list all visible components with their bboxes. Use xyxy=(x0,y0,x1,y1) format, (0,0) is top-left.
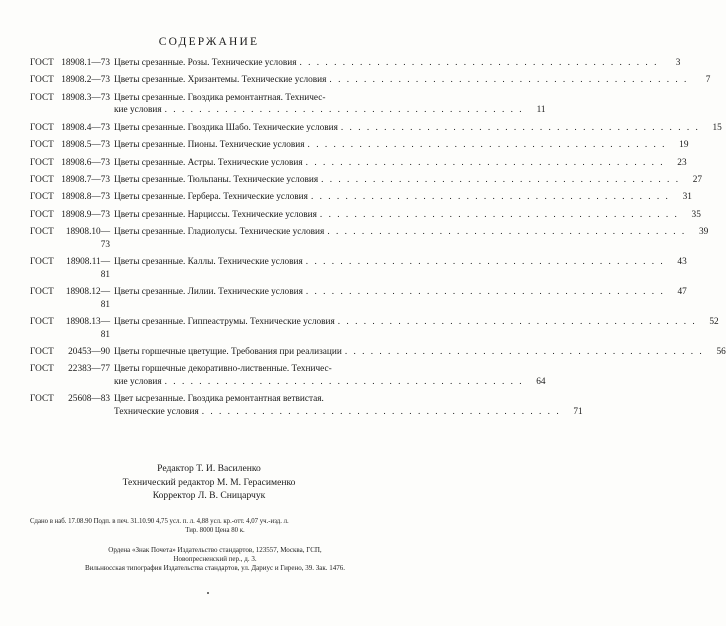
leader-dots xyxy=(308,191,670,204)
toc-entry-title xyxy=(114,122,700,135)
toc-entry-title xyxy=(114,363,524,388)
toc-entry-code: 18908.8—73 xyxy=(61,192,110,203)
toc-entry-title xyxy=(114,191,670,204)
toc-entry-page: 19 xyxy=(679,140,689,151)
leader-dots xyxy=(317,209,679,222)
leader-dots xyxy=(162,376,524,389)
leader-dots xyxy=(318,174,680,187)
toc-entry-page: 47 xyxy=(677,287,687,298)
toc-entry-prefix: ГОСТ xyxy=(30,92,54,103)
toc-entry-text-line: Цветы срезанные. Гладиолусы. Технические условия xyxy=(114,227,325,238)
toc-entry xyxy=(30,139,689,152)
toc-entry-page: 56 xyxy=(716,347,726,358)
toc-entry-code: 25608—83 xyxy=(68,394,110,405)
toc-entry xyxy=(30,363,546,388)
toc-entry-text-line: Цвет ысрезанные. Гвоздика ремонтантная ветвистая. xyxy=(114,394,324,405)
toc-entry-prefix: ГОСТ xyxy=(30,75,54,86)
leader-dots xyxy=(324,226,686,239)
toc-entry-title xyxy=(114,209,679,222)
publisher-line-3: Вильнюсская типография Издательства стандартов, ул. Дариус и Гирено, 39. Зак. 1476. xyxy=(85,563,345,572)
toc-entry-page: 52 xyxy=(709,317,719,328)
toc-entry-title xyxy=(114,256,665,269)
toc-entry-title xyxy=(114,346,704,359)
toc-entry-text-line: кие условия xyxy=(114,105,162,116)
toc-entry-prefix: ГОСТ xyxy=(30,347,54,358)
toc-entry xyxy=(30,393,583,418)
toc-entry-text-line: Цветы срезанные. Гиппеаструмы. Технические условия xyxy=(114,317,335,328)
page-title: СОДЕРЖАНИЕ xyxy=(158,36,260,48)
toc-entry-prefix: ГОСТ xyxy=(30,140,54,151)
toc-entry-code: 22383—77 xyxy=(68,364,110,375)
toc-entry-page: 11 xyxy=(536,105,546,116)
toc-entry-prefix: ГОСТ xyxy=(30,58,54,68)
toc-entry xyxy=(30,256,687,281)
toc-entry-page: 39 xyxy=(698,227,709,238)
toc-entry-title xyxy=(114,157,665,170)
toc-entry-title xyxy=(114,74,688,87)
toc-entry xyxy=(30,92,546,117)
toc-entry-title xyxy=(114,226,686,239)
publisher-block xyxy=(30,546,400,572)
leader-dots xyxy=(303,157,665,170)
credits-block xyxy=(0,462,418,503)
toc-entry xyxy=(30,122,722,135)
toc-entry-prefix: ГОСТ xyxy=(30,122,54,133)
toc-entry-code: 18908.13—81 xyxy=(65,317,110,340)
toc-entry-code: 18908.3—73 xyxy=(61,92,110,103)
toc-entry-text-line: Цветы срезанные. Розы. Технические условия xyxy=(114,58,297,68)
tech-editor-line: Технический редактор М. М. Герасименко xyxy=(122,476,296,488)
toc-entry-prefix: ГОСТ xyxy=(30,317,54,328)
print-speck xyxy=(207,592,209,594)
toc-entry-page: 71 xyxy=(573,407,583,418)
toc-entry-page: 23 xyxy=(677,157,687,168)
corrector-line: Корректор Л. В. Сницарчук xyxy=(152,490,266,501)
toc-entry-prefix: ГОСТ xyxy=(30,209,54,220)
toc-entry-page: 7 xyxy=(705,75,711,86)
leader-dots xyxy=(305,139,667,152)
toc-entry-code: 18908.11—81 xyxy=(66,257,110,280)
toc-entry-page: 27 xyxy=(692,174,703,185)
toc-entry-title xyxy=(114,393,561,418)
toc-entry-page: 31 xyxy=(682,192,692,203)
imprint-block xyxy=(30,518,400,535)
toc-entry-code: 18908.7—73 xyxy=(61,174,110,185)
toc-entry-text-line: Цветы срезанные. Пионы. Технические условия xyxy=(114,140,305,151)
toc-entry-text-line: Технические условия xyxy=(114,407,199,418)
leader-dots xyxy=(296,57,658,70)
publisher-line-2: Новопресненский пер., д. 3. xyxy=(173,554,257,563)
toc-entry-prefix: ГОСТ xyxy=(30,157,54,168)
toc-entry-prefix: ГОСТ xyxy=(30,174,54,185)
imprint-line-1: Сдано в наб. 17.08.90 Подп. в печ. 31.10.90 4,75 усл. п. л. 4,88 усл. кр.-отт. 4,07 уч.-изд. л. xyxy=(30,518,289,525)
leader-dots xyxy=(338,122,700,135)
toc-entry-prefix: ГОСТ xyxy=(30,227,54,238)
toc-entry xyxy=(30,57,681,70)
toc-entry-code: 18908.2—73 xyxy=(61,75,110,86)
editor-line: Редактор Т. И. Василенко xyxy=(157,463,261,474)
toc-entry-page: 64 xyxy=(536,377,546,388)
leader-dots xyxy=(162,104,524,117)
toc-entry-code: 20453—90 xyxy=(68,347,110,358)
toc-entry-page: 35 xyxy=(691,209,701,220)
toc-entry-text-line: Цветы срезанные. Астры. Технические условия xyxy=(114,157,303,168)
leader-dots xyxy=(342,346,704,359)
toc-entry-title xyxy=(114,57,658,70)
leader-dots xyxy=(303,256,665,269)
toc-entry-code: 18908.10—73 xyxy=(65,227,110,250)
toc-entry xyxy=(30,316,719,341)
toc-entry-text-line: Цветы срезанные. Гвоздика Шабо. Технические условия xyxy=(114,122,338,133)
toc-entry-title xyxy=(114,286,665,299)
toc-entry-prefix: ГОСТ xyxy=(30,257,54,268)
toc-entry-prefix: ГОСТ xyxy=(30,394,54,405)
leader-dots xyxy=(335,316,697,329)
toc-entry xyxy=(30,174,703,187)
toc-entry-code: 18908.6—73 xyxy=(61,157,110,168)
toc-entry-prefix: ГОСТ xyxy=(30,287,54,298)
table-of-contents xyxy=(30,57,726,423)
toc-entry-code: 18908.9—73 xyxy=(61,209,110,220)
toc-entry-title xyxy=(114,316,697,329)
toc-entry xyxy=(30,74,711,87)
toc-entry-title xyxy=(114,92,524,117)
toc-entry-text-line: Цветы срезанные. Тюльпаны. Технические условия xyxy=(114,174,319,185)
toc-entry xyxy=(30,286,687,311)
imprint-line-2: Тир. 8000 Цена 80 к. xyxy=(185,526,245,534)
toc-entry xyxy=(30,346,726,359)
toc-entry-text-line: Цветы горшечные цветущие. Требования при реализации xyxy=(114,347,342,358)
toc-entry-text-line: Цветы срезанные. Лилии. Технические условия xyxy=(114,287,303,298)
leader-dots xyxy=(326,74,688,87)
toc-entry-text-line: Цветы горшечные декоративно-лиственные. Техничес- xyxy=(114,364,332,375)
leader-dots xyxy=(199,406,561,419)
toc-entry-text-line: Цветы срезанные. Каллы. Технические условия xyxy=(114,257,303,268)
toc-entry-page: 43 xyxy=(677,257,687,268)
toc-entry-text-line: кие условия xyxy=(114,377,162,388)
toc-entry-code: 18908.12—81 xyxy=(65,287,110,310)
toc-entry-code: 18908.5—73 xyxy=(61,140,110,151)
toc-entry-code: 18908.4—73 xyxy=(61,122,110,133)
toc-entry-page: 15 xyxy=(712,122,722,133)
toc-entry-title xyxy=(114,174,680,187)
toc-entry xyxy=(30,226,709,251)
toc-entry-text-line: Цветы срезанные. Хризантемы. Технические условия xyxy=(114,75,327,86)
toc-entry xyxy=(30,157,687,170)
publisher-line-1: Ордена «Знак Почета» Издательство стандартов, 123557, Москва, ГСП, xyxy=(108,546,322,554)
toc-entry-text-line: Цветы срезанные. Гербера. Технические условия xyxy=(114,192,308,203)
toc-entry-page: 3 xyxy=(675,58,681,68)
toc-entry-prefix: ГОСТ xyxy=(30,192,54,203)
toc-entry-text-line: Цветы срезанные. Гвоздика ремонтантная. Техничес- xyxy=(114,92,326,103)
toc-entry-text-line: Цветы срезанные. Нарциссы. Технические условия xyxy=(114,209,317,220)
toc-entry-prefix: ГОСТ xyxy=(30,364,54,375)
leader-dots xyxy=(303,286,665,299)
toc-entry-code: 18908.1—73 xyxy=(61,58,110,68)
toc-entry xyxy=(30,191,692,204)
toc-entry xyxy=(30,209,701,222)
toc-entry-title xyxy=(114,139,666,152)
